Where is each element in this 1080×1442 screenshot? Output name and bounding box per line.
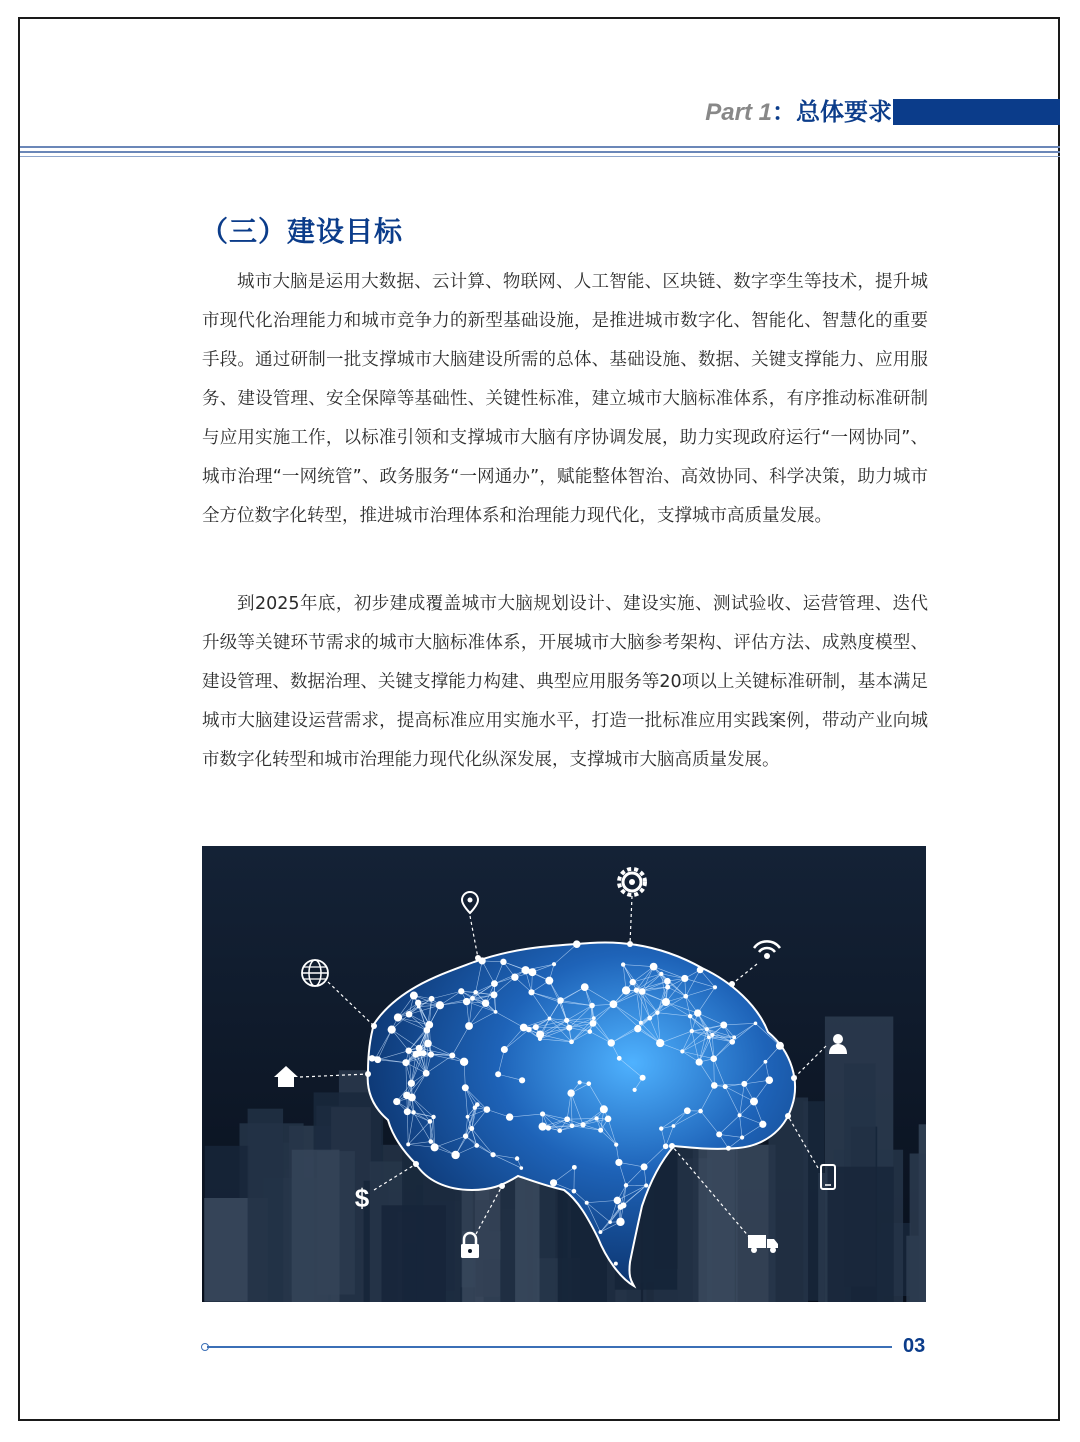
network-node	[426, 1021, 434, 1029]
network-node	[413, 1051, 420, 1058]
network-node	[550, 1179, 557, 1186]
network-node	[394, 1013, 402, 1021]
network-node	[491, 980, 498, 987]
page-number: 03	[903, 1335, 926, 1357]
city-brain-illustration	[202, 846, 926, 1302]
network-node	[578, 1080, 582, 1084]
network-node	[644, 1183, 648, 1187]
network-node	[515, 1156, 519, 1160]
network-node	[662, 998, 670, 1006]
network-node	[539, 1122, 547, 1130]
network-node	[598, 1128, 603, 1133]
network-node	[460, 1058, 468, 1066]
network-node	[566, 1025, 572, 1031]
network-node	[707, 1035, 711, 1039]
network-node	[614, 1262, 618, 1266]
network-node	[729, 1039, 735, 1045]
network-node	[776, 1042, 784, 1050]
network-node	[750, 1097, 758, 1105]
network-node	[408, 1080, 415, 1087]
section-heading: （三）建设目标	[200, 215, 404, 248]
network-node	[482, 1000, 489, 1007]
network-node	[640, 1075, 646, 1081]
network-node	[589, 1003, 595, 1009]
building	[476, 1200, 500, 1297]
header-title	[705, 96, 892, 129]
network-node	[428, 1051, 434, 1057]
network-node	[451, 1151, 459, 1159]
footer-line	[207, 1346, 892, 1348]
network-node	[641, 1163, 648, 1170]
network-node	[393, 1098, 400, 1105]
network-node	[655, 1010, 659, 1014]
network-node	[711, 1082, 718, 1089]
network-node	[659, 1126, 663, 1130]
network-node	[656, 1039, 664, 1047]
network-node	[494, 1010, 498, 1014]
network-node	[458, 988, 464, 994]
network-node	[726, 1146, 731, 1151]
part-colon: ：	[772, 98, 796, 126]
network-node	[406, 1011, 413, 1018]
network-node	[558, 1000, 562, 1004]
network-node	[659, 972, 663, 976]
building	[248, 1109, 284, 1302]
network-node	[564, 1116, 570, 1122]
building	[382, 1205, 446, 1302]
network-node	[585, 1201, 589, 1205]
network-node	[428, 1119, 433, 1124]
network-node	[599, 1230, 603, 1234]
network-node	[495, 1071, 501, 1077]
connector-dot	[413, 1161, 419, 1167]
network-node	[590, 1020, 597, 1027]
network-node	[548, 1017, 552, 1021]
network-node	[647, 1016, 652, 1021]
network-node	[592, 1016, 596, 1020]
network-node	[620, 1202, 626, 1208]
network-node	[622, 986, 630, 994]
network-node	[557, 1128, 562, 1133]
network-node	[710, 1033, 714, 1037]
network-node	[594, 1116, 598, 1120]
network-node	[540, 1111, 545, 1116]
network-node	[720, 1021, 727, 1028]
network-node	[586, 1081, 591, 1086]
connector-dot	[669, 1143, 675, 1149]
network-node	[614, 1197, 621, 1204]
header-rule	[20, 151, 1060, 153]
network-node	[683, 994, 688, 999]
network-node	[404, 1108, 411, 1115]
connector-dot	[475, 955, 481, 961]
network-node	[410, 992, 418, 1000]
network-node	[552, 962, 556, 966]
network-node	[616, 1218, 624, 1226]
network-node	[402, 1059, 409, 1066]
building	[910, 1154, 926, 1303]
connector-dot	[785, 1113, 791, 1119]
network-node	[506, 1113, 513, 1120]
body-paragraph-1: 城市大脑是运用大数据、云计算、物联网、人工智能、区块链、数字孪生等技术，提升城市现代化治理能力和城市竞争力的新型基础设施，是推进城市数字化、智能化、智慧化的重要手段。通过研制一批支撑城市大脑建设所需的总体、基础设施、数据、关键支撑能力、应用服务、建设管理、安全保障等基础性、关键性标准，建立城市大脑标准体系，有序推动标准研制与应用实施工作，以标准引领和支撑城市大脑有序协调发展，助力实现政府运行“一网协同”、城市治理“一网统管”、政务服务“一网通办”，赋能整体智治、高效协同、科学决策，助力城市全方位数字化转型，推进城市治理体系和治理能力现代化，支撑城市高质量发展。	[202, 272, 928, 526]
network-node	[684, 1107, 691, 1114]
network-node	[405, 1047, 411, 1053]
network-node	[614, 1143, 618, 1147]
network-node	[665, 985, 670, 990]
network-node	[424, 1040, 432, 1048]
network-node	[416, 1045, 423, 1052]
network-node	[374, 1056, 378, 1060]
network-node	[765, 1076, 773, 1084]
network-node	[705, 1027, 709, 1031]
connector-dot	[499, 1183, 505, 1189]
connector-dot	[791, 1075, 797, 1081]
connector-dot	[371, 1023, 377, 1029]
network-node	[759, 1121, 766, 1128]
gear-icon	[619, 869, 645, 895]
network-node	[650, 963, 658, 971]
network-node	[605, 1116, 612, 1123]
network-node	[688, 1014, 692, 1018]
network-node	[615, 1159, 622, 1166]
building	[828, 1167, 894, 1302]
network-node	[526, 1027, 532, 1033]
network-node	[634, 987, 639, 992]
network-node	[470, 996, 475, 1001]
network-node	[716, 1131, 722, 1137]
network-node	[580, 1122, 585, 1127]
network-node	[698, 1109, 703, 1114]
header-accent-bar	[893, 99, 1060, 125]
network-node	[490, 1152, 495, 1157]
part-label: Part 1	[705, 99, 772, 126]
network-node	[520, 1166, 524, 1170]
network-node	[469, 1126, 474, 1131]
network-node	[411, 1110, 415, 1114]
network-node	[573, 940, 581, 948]
network-node	[462, 1084, 469, 1091]
network-node	[697, 966, 704, 973]
network-node	[710, 1055, 717, 1062]
network-node	[696, 1058, 703, 1065]
network-node	[608, 1039, 615, 1046]
network-node	[617, 1056, 622, 1061]
network-node	[567, 1089, 574, 1096]
body-paragraph-2: 到2025年底，初步建成覆盖城市大脑规划设计、建设实施、测试验收、运营管理、迭代升级等关键环节需求的城市大脑标准体系，开展城市大脑参考架构、评估方法、成熟度模型、建设管理、数据治理、关键支撑能力构建、典型应用服务等20项以上关键标准研制，基本满足城市大脑建设运营需求，提高标准应用实施水平，打造一批标准应用实践案例，带动产业向城市数字化转型和城市治理能力现代化纵深发展，支撑城市大脑高质量发展。	[202, 594, 928, 770]
network-node	[449, 1052, 455, 1058]
network-node	[466, 1115, 470, 1119]
network-node	[680, 1049, 684, 1053]
network-node	[624, 1183, 628, 1187]
network-node	[421, 1050, 427, 1056]
network-node	[690, 1029, 694, 1033]
network-node	[581, 983, 589, 991]
network-node	[681, 975, 688, 982]
network-node	[639, 1021, 643, 1025]
network-node	[713, 985, 717, 989]
network-node	[621, 962, 625, 966]
connector-dot	[729, 981, 735, 987]
network-node	[473, 990, 478, 995]
network-node	[463, 1133, 468, 1138]
network-node	[741, 1081, 747, 1087]
header-rule	[20, 156, 1060, 157]
network-node	[429, 996, 435, 1002]
network-node	[431, 1115, 435, 1119]
network-node	[754, 1022, 758, 1026]
network-node	[436, 1001, 444, 1009]
network-node	[672, 1124, 676, 1128]
network-node	[463, 998, 470, 1005]
connector-dot	[365, 1071, 371, 1077]
svg-text:$: $	[354, 1183, 370, 1213]
network-node	[588, 1029, 593, 1034]
network-node	[634, 1025, 641, 1032]
network-node	[484, 1106, 491, 1113]
network-node	[465, 1022, 473, 1030]
network-node	[610, 1000, 618, 1008]
network-node	[732, 1035, 736, 1039]
network-node	[536, 1030, 544, 1038]
connector-dot	[627, 941, 633, 947]
part-title: 总体要求	[796, 98, 892, 126]
network-node	[564, 1018, 569, 1023]
network-node	[429, 1139, 434, 1144]
city-brain-svg	[202, 846, 926, 1302]
network-node	[521, 966, 529, 974]
network-node	[723, 1084, 728, 1089]
network-node	[569, 1039, 574, 1044]
network-node	[570, 1123, 575, 1128]
network-node	[664, 978, 671, 985]
network-node	[474, 1143, 479, 1148]
network-node	[572, 1189, 577, 1194]
network-node	[533, 1024, 539, 1030]
network-node	[406, 1142, 410, 1146]
network-node	[500, 959, 506, 965]
network-node	[639, 988, 646, 995]
network-node	[764, 1060, 768, 1064]
network-node	[501, 1046, 508, 1053]
network-node	[545, 977, 553, 985]
network-node	[608, 1220, 612, 1224]
building	[292, 1150, 340, 1302]
network-node	[633, 1088, 637, 1092]
network-node	[417, 1005, 421, 1009]
network-node	[694, 1009, 701, 1016]
network-node	[663, 1143, 669, 1149]
network-node	[519, 1077, 525, 1083]
network-node	[740, 1135, 744, 1139]
header-rule	[20, 146, 1060, 148]
network-node	[403, 1092, 410, 1099]
network-node	[738, 1113, 742, 1117]
network-node	[600, 1105, 608, 1113]
network-node	[423, 1070, 430, 1077]
network-node	[490, 991, 497, 998]
network-node	[528, 989, 534, 995]
network-node	[473, 1105, 477, 1109]
network-node	[630, 979, 636, 985]
building	[515, 1176, 539, 1302]
network-node	[572, 1165, 577, 1170]
dollar-icon	[355, 1183, 370, 1213]
network-node	[431, 1143, 439, 1151]
network-node	[388, 1025, 396, 1033]
network-node	[511, 973, 518, 980]
